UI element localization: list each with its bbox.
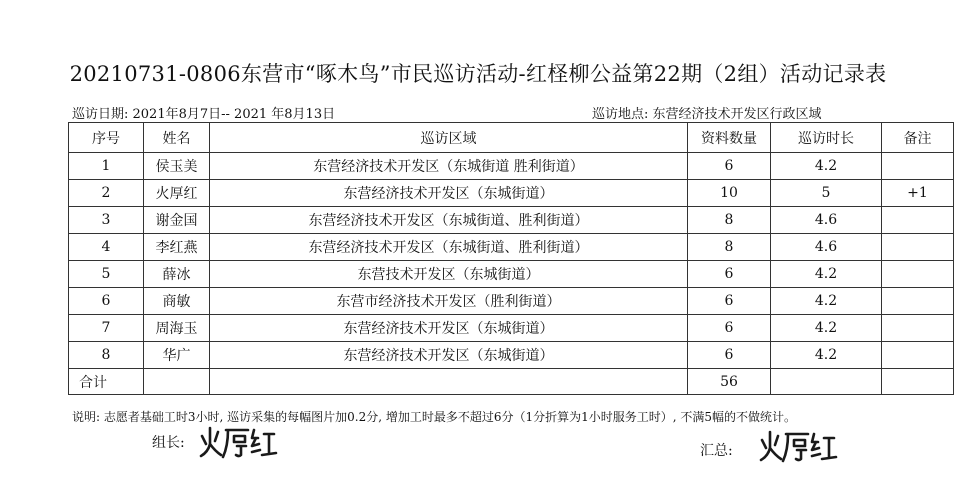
table-row — [69, 288, 954, 315]
row-note — [882, 261, 954, 288]
table-row — [69, 234, 954, 261]
row-name: 周海玉 — [144, 315, 210, 342]
header-note: 备注 — [882, 123, 954, 153]
row-note — [882, 315, 954, 342]
row-name: 李红燕 — [144, 234, 210, 261]
row-hours: 4.2 — [771, 315, 882, 342]
summary-signature — [758, 428, 838, 468]
row-hours: 4.6 — [771, 207, 882, 234]
row-name: 华广 — [144, 342, 210, 369]
row-hours: 4.2 — [771, 288, 882, 315]
total-row — [69, 369, 954, 395]
row-area: 东营经济技术开发区（东城街道、胜利街道） — [210, 207, 688, 234]
row-name: 谢金国 — [144, 207, 210, 234]
row-note: +1 — [882, 180, 954, 207]
row-count: 6 — [688, 315, 771, 342]
handwritten-signature-leader — [198, 424, 278, 460]
total-empty-name — [144, 369, 210, 395]
row-count: 10 — [688, 180, 771, 207]
leader-label: 组长: — [152, 435, 185, 451]
document-title: 20210731-0806东营市“啄木鸟”市民巡访活动-红柽柳公益第22期（2组）活动记录表 — [69, 62, 887, 86]
row-no: 5 — [69, 261, 144, 288]
row-area: 东营经济技术开发区（东城街道） — [210, 315, 688, 342]
row-name: 商敏 — [144, 288, 210, 315]
row-no: 7 — [69, 315, 144, 342]
total-count: 56 — [688, 369, 771, 395]
row-count: 8 — [688, 234, 771, 261]
row-area: 东营经济技术开发区（东城街道） — [210, 342, 688, 369]
header-name: 姓名 — [144, 123, 210, 153]
row-no: 4 — [69, 234, 144, 261]
summary-label: 汇总: — [700, 443, 733, 459]
row-hours: 4.2 — [771, 261, 882, 288]
row-name: 薛冰 — [144, 261, 210, 288]
header-hours: 巡访时长 — [771, 123, 882, 153]
row-note — [882, 288, 954, 315]
table-row — [69, 261, 954, 288]
total-label: 合计 — [69, 369, 144, 395]
visit-dates: 巡访日期: 2021年8月7日-- 2021 年8月13日 — [72, 107, 336, 122]
table-row — [69, 342, 954, 369]
row-note — [882, 153, 954, 180]
row-count: 8 — [688, 207, 771, 234]
row-area: 东营经济技术开发区（东城街道、胜利街道） — [210, 234, 688, 261]
row-no: 1 — [69, 153, 144, 180]
row-count: 6 — [688, 342, 771, 369]
row-area: 东营经济技术开发区（东城街道 胜利街道） — [210, 153, 688, 180]
handwritten-signature-summary — [758, 428, 838, 464]
header-no: 序号 — [69, 123, 144, 153]
total-empty-hours — [771, 369, 882, 395]
total-empty-area — [210, 369, 688, 395]
table-header-row — [69, 123, 954, 153]
row-area: 东营技术开发区（东城街道） — [210, 261, 688, 288]
row-name: 火厚红 — [144, 180, 210, 207]
row-area: 东营经济技术开发区（东城街道） — [210, 180, 688, 207]
row-count: 6 — [688, 153, 771, 180]
total-empty-note — [882, 369, 954, 395]
row-no: 8 — [69, 342, 144, 369]
header-count: 资料数量 — [688, 123, 771, 153]
table-row — [69, 180, 954, 207]
row-no: 2 — [69, 180, 144, 207]
row-no: 6 — [69, 288, 144, 315]
row-hours: 4.6 — [771, 234, 882, 261]
table-row — [69, 207, 954, 234]
row-name: 侯玉美 — [144, 153, 210, 180]
table-row — [69, 315, 954, 342]
leader-signature — [198, 424, 278, 464]
row-note — [882, 234, 954, 261]
row-no: 3 — [69, 207, 144, 234]
visit-location: 巡访地点: 东营经济技术开发区行政区域 — [592, 107, 822, 122]
row-note — [882, 207, 954, 234]
row-hours: 4.2 — [771, 342, 882, 369]
activity-record-table — [68, 122, 954, 395]
header-area: 巡访区域 — [210, 123, 688, 153]
row-hours: 5 — [771, 180, 882, 207]
row-count: 6 — [688, 261, 771, 288]
explanation-note: 说明: 志愿者基础工时3小时, 巡访采集的每幅图片加0.2分, 增加工时最多不超过6分（1分折算为1小时服务工时）, 不满5幅的不做统计。 — [72, 410, 797, 424]
row-hours: 4.2 — [771, 153, 882, 180]
table-row — [69, 153, 954, 180]
row-area: 东营市经济技术开发区（胜利街道） — [210, 288, 688, 315]
row-note — [882, 342, 954, 369]
row-count: 6 — [688, 288, 771, 315]
